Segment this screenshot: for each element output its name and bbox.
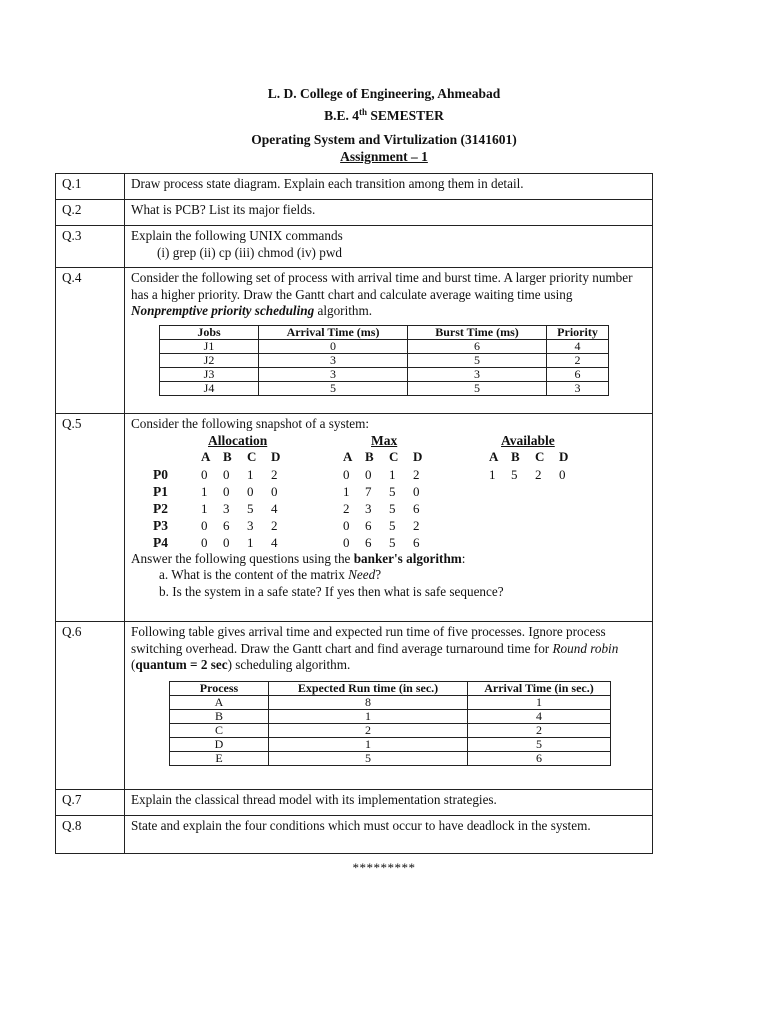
question-row: [56, 622, 653, 790]
allocation-col-header: A: [201, 448, 211, 464]
max-col-header: C: [389, 448, 399, 464]
question-number: Q.1: [56, 174, 125, 200]
max-col-header: A: [343, 448, 353, 464]
assignment-title: Assignment – 1: [340, 149, 428, 164]
max-col-header: D: [413, 448, 423, 464]
question-row: [56, 174, 653, 200]
max-value: 0: [343, 534, 350, 550]
max-value: 5: [389, 517, 396, 533]
process-label: P3: [153, 517, 168, 533]
allocation-value: 4: [271, 534, 278, 550]
question-text: Following table gives arrival time and expected run time of five processes. Ignore process switching overhead. Draw the Gantt chart and find average turnaround time for Round robin (quantum = 2 sec) scheduling algorithm. Process Expected Run time (in sec.) Arrival Time (in sec.) A 8 1 B 1 4 C 2 2 D 1 5 E 5 6: [125, 622, 653, 790]
table-row: D 1 5: [170, 737, 611, 751]
max-value: 0: [413, 483, 420, 499]
max-value: 7: [365, 483, 372, 499]
question-number: Q.2: [56, 200, 125, 226]
question-number: Q.5: [56, 414, 125, 622]
question-number: Q.4: [56, 268, 125, 414]
max-value: 2: [413, 517, 420, 533]
question-text: What is PCB? List its major fields.: [125, 200, 653, 226]
table-row: C 2 2: [170, 723, 611, 737]
table-row: J1 0 6 4: [160, 339, 609, 353]
table-row: B 1 4: [170, 709, 611, 723]
allocation-value: 1: [247, 534, 254, 550]
question-row: [56, 200, 653, 226]
available-value: 0: [559, 466, 566, 482]
question-number: Q.8: [56, 816, 125, 854]
available-col-header: D: [559, 448, 569, 464]
process-label: P2: [153, 500, 168, 516]
allocation-value: 3: [247, 517, 254, 533]
process-label: P0: [153, 466, 168, 482]
question-row: [56, 226, 653, 268]
allocation-col-header: D: [271, 448, 281, 464]
question-row: [56, 414, 653, 622]
question-text: Explain the classical thread model with its implementation strategies.: [125, 790, 653, 816]
max-value: 0: [343, 517, 350, 533]
allocation-value: 0: [247, 483, 254, 499]
max-value: 1: [343, 483, 350, 499]
allocation-value: 0: [201, 466, 208, 482]
allocation-value: 5: [247, 500, 254, 516]
question-row: [56, 268, 653, 414]
question-text: State and explain the four conditions which must occur to have deadlock in the system.: [125, 816, 653, 854]
available-col-header: B: [511, 448, 520, 464]
question-text: Draw process state diagram. Explain each transition among them in detail.: [125, 174, 653, 200]
allocation-value: 0: [223, 534, 230, 550]
allocation-value: 0: [201, 517, 208, 533]
max-value: 1: [389, 466, 396, 482]
table-row: E 5 6: [170, 751, 611, 765]
process-table: Process Expected Run time (in sec.) Arrival Time (in sec.) A 8 1 B 1 4 C 2 2 D 1 5 E 5 6: [169, 681, 611, 766]
table-row: J3 3 3 6: [160, 367, 609, 381]
allocation-value: 0: [201, 534, 208, 550]
allocation-value: 1: [201, 483, 208, 499]
max-col-header: B: [365, 448, 374, 464]
question-text: Explain the following UNIX commands (i) grep (ii) cp (iii) chmod (iv) pwd: [125, 226, 653, 268]
allocation-value: 1: [201, 500, 208, 516]
table-row: J4 5 5 3: [160, 381, 609, 395]
question-text: Consider the following snapshot of a system: Allocation Max Available A B C D A B C D A B C D P0 0 0 1 2 0 0 1 2 P1 1 0 0 0 1 7 5 0 P2 1 3 5 4 2 3 5 6 P3 0 6 3 2 0 6 5 2 P4 0 0 1 4 0 6 5 6 1 5 2 0 Answer the following questions using the banker's algorithm: a. What is the content of the matrix Need? b. Is the system in a safe state? If yes then what is safe sequence?: [125, 414, 653, 622]
question-row: [56, 816, 653, 854]
max-value: 5: [389, 534, 396, 550]
max-value: 6: [413, 534, 420, 550]
available-col-header: C: [535, 448, 545, 464]
max-value: 6: [365, 517, 372, 533]
footer-stars: *********: [352, 860, 416, 875]
max-value: 0: [343, 466, 350, 482]
allocation-col-header: B: [223, 448, 232, 464]
allocation-value: 0: [223, 483, 230, 499]
max-value: 6: [413, 500, 420, 516]
college-name: L. D. College of Engineering, Ahmeabad: [267, 86, 501, 101]
available-value: 1: [489, 466, 496, 482]
available-col-header: A: [489, 448, 499, 464]
allocation-col-header: C: [247, 448, 257, 464]
available-label: Available: [501, 432, 555, 448]
subject-title: Operating System and Virtulization (3141601): [251, 132, 517, 147]
allocation-value: 6: [223, 517, 230, 533]
question-number: Q.3: [56, 226, 125, 268]
question-text: Consider the following set of process with arrival time and burst time. A larger priority number has a higher priority. Draw the Gantt chart and calculate average waiting time using Nonpremptive priority scheduling algorithm. Jobs Arrival Time (ms) Burst Time (ms) Priority J1 0 6 4 J2 3 5 2 J3 3 3 6 J4 5 5 3: [125, 268, 653, 414]
max-label: Max: [371, 432, 398, 448]
questions-table: [55, 173, 653, 854]
table-row: J2 3 5 2: [160, 353, 609, 367]
allocation-value: 2: [271, 517, 278, 533]
process-label: P1: [153, 483, 168, 499]
allocation-value: 1: [247, 466, 254, 482]
available-value: 2: [535, 466, 542, 482]
max-value: 6: [365, 534, 372, 550]
max-value: 2: [413, 466, 420, 482]
question-row: [56, 790, 653, 816]
allocation-label: Allocation: [208, 432, 268, 448]
max-value: 3: [365, 500, 372, 516]
table-row: A 8 1: [170, 695, 611, 709]
allocation-value: 2: [271, 466, 278, 482]
max-value: 0: [365, 466, 372, 482]
max-value: 5: [389, 500, 396, 516]
max-value: 2: [343, 500, 350, 516]
process-label: P4: [153, 534, 168, 550]
available-value: 5: [511, 466, 518, 482]
question-number: Q.6: [56, 622, 125, 790]
allocation-value: 4: [271, 500, 278, 516]
resource-snapshot: [131, 433, 646, 551]
jobs-table: Jobs Arrival Time (ms) Burst Time (ms) Priority J1 0 6 4 J2 3 5 2 J3 3 3 6 J4 5 5 3: [159, 325, 609, 396]
allocation-value: 0: [271, 483, 278, 499]
allocation-value: 3: [223, 500, 230, 516]
allocation-value: 0: [223, 466, 230, 482]
semester-line: B.E. 4th SEMESTER: [324, 107, 444, 123]
question-number: Q.7: [56, 790, 125, 816]
max-value: 5: [389, 483, 396, 499]
